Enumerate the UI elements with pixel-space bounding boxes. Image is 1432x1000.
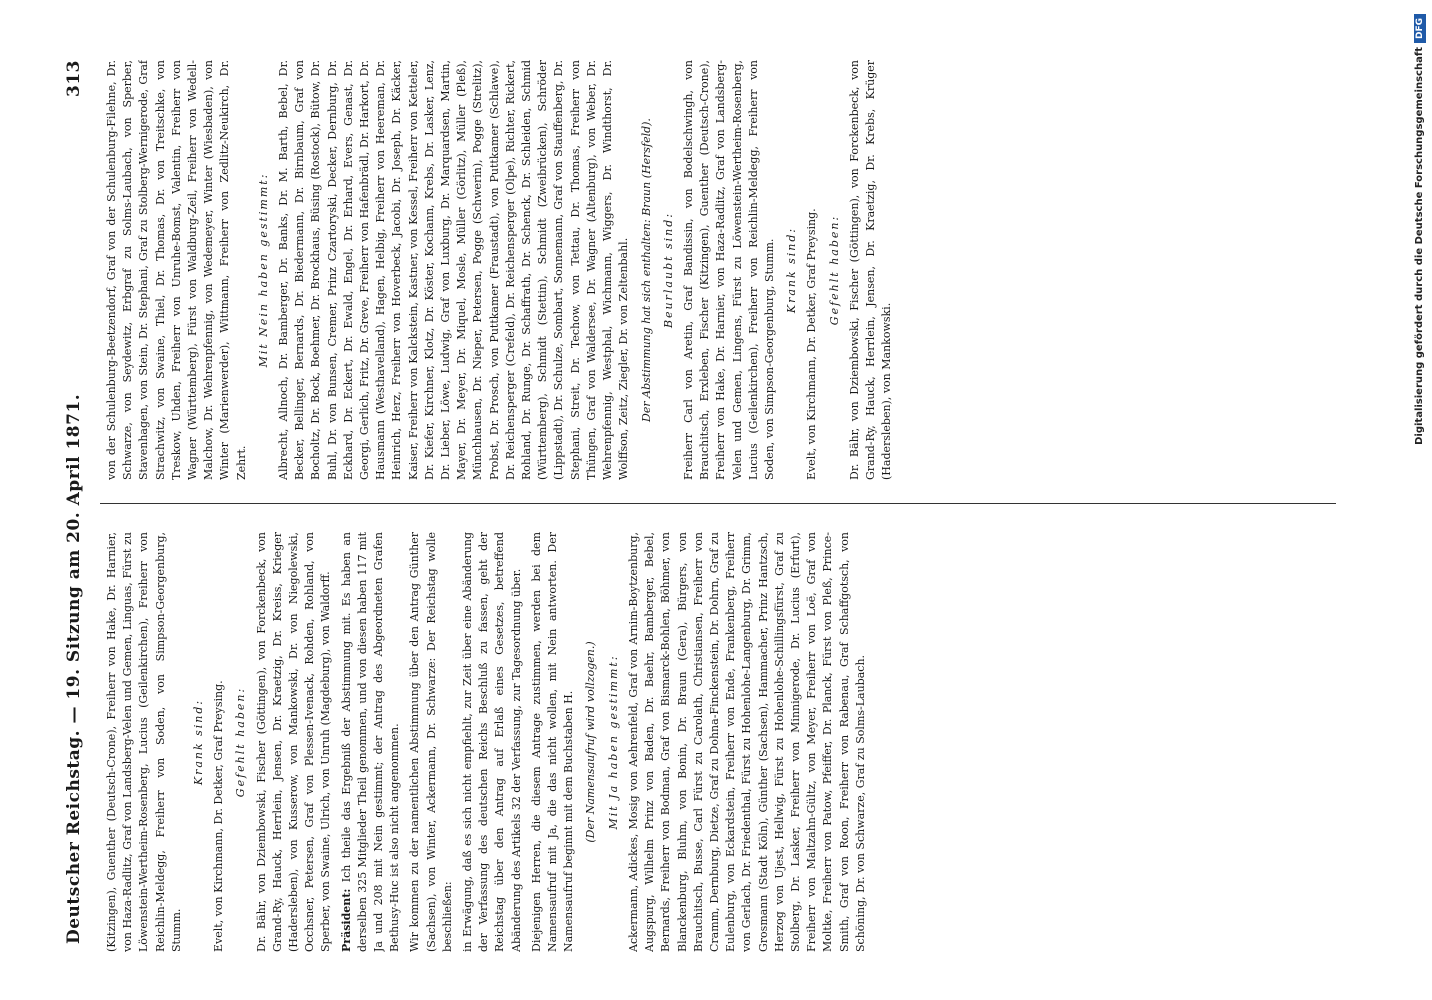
heading-gefehlt: Gefehlt haben: [234, 686, 248, 798]
motion-text: in Erwägung, daß es sich nicht empfiehlt, zur Zeit über eine Abänderung der Verfassung des deutschen Reichs Beschluß zu fassen, geht der Reichstag über den Antrag auf Erlaß eines Gesetzes, betreffend Abänderung des Artikels 32 der Verfassung, zur Tagesordnung über. [461, 532, 523, 952]
left-paragraph-5: Wir kommen zu der namentlichen Abstimmung über den Antrag Günther (Sachsen), von Winter, Ackermann, Dr. Schwarze: Der Reichstag wolle beschließen: [408, 532, 454, 952]
right-paragraph-1: von der Schulenburg-Beetzendorf, Graf von der Schulenburg-Filehne, Dr. Schwarze, von Seydewitz, Erbgraf zu Solms-Laubach, von Sperber, Stavenhagen, von Stein, Dr. Stephani, Graf zu Stolberg-Wernigerode, Graf Strachwitz, von Swaine, Thiel, Dr. Thomas, Dr. von Treitschke, von Treskow, Uhden, Freiherr von Unruhe-Bomst, Valentin, Freiherr von Wagner (Württemberg), Fürst von Waldburg-Zeil, Freiherr von Wedell-Malchow, Dr. Wehrenpfennig, von Wedemeyer, Winter (Wiesbaden), von Winter (Marienwerder), Wittmann, Freiherr von Zedlitz-Neukirch, Dr. Zehrt. [105, 60, 248, 480]
header-title: Deutscher Reichstag. — 19. Sitzung am 20. April 1871. [64, 393, 84, 944]
left-paragraph-2: Evelt, von Kirchmann, Dr. Detker, Graf Preysing. [212, 680, 226, 952]
nein-voters-list: Albrecht, Allnoch, Dr. Bamberger, Dr. Banks, Dr. M. Barth, Bebel, Dr. Becker, Bellinger, Bernards, Dr. Biedermann, Dr. Birnbaum, Graf von Bocholtz, Dr. Bock, Boehmer, Dr. Brockhaus, Büsing (Rostock), Bütow, Dr. Buhl, Dr. von Bunsen, Cremer, Prinz Czartoryski, Decker, Dernburg, Dr. Eckhard, Dr. Eckert, Dr. Ewald, Engel, Dr. Erhard, Evers, Genast, Dr. Georgi, Gerlich, Fritz, Dr. Greve, Freiherr von Hafenbrädl, Dr. Harkort, Dr. Hausmann (Westhavelland), Hagen, Helbig, Freiherr von Heereman, Dr. Heinrich, Herz, Freiherr von Hoverbeck, Jacobi, Dr. Joseph, Dr. Käcker, Kaiser, Freiherr von Kalckstein, Kastner, von Kessel, Freiherr von Ketteler, Dr. Kiefer, Kirchner, Klotz, Dr. Köster, Kochann, Krebs, Dr. Lasker, Lenz, Dr. Lieber, Löwe, Ludwig, Graf von Luxburg, Dr. Marquardsen, Martin, Mayer, Dr. Meyer, Dr. Miquel, Mosle, Müller (Görlitz), Müller (Pleß), Münchhausen, Dr. Nieper, Petersen, Pogge (Schwerin), Pogge (Strelitz), Probst, Dr. Prosch, von Puttkamer (Fraustadt), von Puttkamer (Schlawe), Dr. Reichensperger (Crefeld), Dr. Reichensperger (Olpe), Richter, Rickert, Rohland, Dr. Runge, Dr. Schaffrath, Dr. Schenck, Dr. Schleiden, Schmid (Württemberg), Schmidt (Stettin), Schmidt (Zweibrücken), Schröder (Lippstadt), Dr. Schulze, Sombart, Sonnemann, Graf von Stauffenberg, Dr. Stephani, Streit, Dr. Techow, von Tettau, Dr. Thomas, Freiherr von Thüngen, Graf von Waldersee, Dr. Wagner (Altenburg), von Weber, Dr. Wehrenpfennig, Westphal, Wichmann, Wiggers, Dr. Windthorst, Dr. Wolffson, Zeitz, Ziegler, Dr. von Zeltenbahl. [277, 60, 631, 480]
right-paragraph-5: Evelt, von Kirchmann, Dr. Detker, Graf Preysing. [805, 208, 819, 480]
page-header [58, 60, 92, 944]
right-paragraph-6: Dr. Bähr, von Dziembowski, Fischer (Göttingen), von Forckenbeck, von Grand-Ry, Hauck, Herrlein, Jensen, Dr. Kraetzig, Dr. Krebs, Krüger (Hadersleben), von Mankowski. [847, 60, 894, 480]
left-paragraph-7: Diejenigen Herren, die diesem Antrage zustimmen, werden bei dem Namensaufruf mit Ja, die das nicht wollen, mit Nein antworten. Der Namensaufruf beginnt mit dem Buchstaben H. [529, 532, 576, 952]
page-number: 313 [64, 60, 84, 97]
digitization-credit [1414, 14, 1426, 445]
president-label: Präsident: [339, 888, 353, 952]
dfg-badge: DFG [1414, 14, 1426, 43]
ja-voters-list: Ackermann, Adickes, Mosig von Aehrenfeld, Graf von Arnim-Boytzenburg, Augspurg, Wilhelm Prinz von Baden, Dr. Baehr, Bamberger, Bebel, Bernards, Freiherr von Bodman, Graf von Bismarck-Bohlen, Böhmer, von Blanckenburg, Bluhm, von Bonin, Dr. Braun (Gera), Bürgers, von Brauchitsch, Busse, Carl Fürst zu Carolath, Christiansen, Freiherr von Cramm, Dernburg, Dietze, Graf zu Dohna-Finckenstein, Dr. Dohrn, Graf zu Eulenburg, von Eckardstein, Freiherr von Ende, Frankenberg, Freiherr von Gerlach, Dr. Friedenthal, Fürst zu Hohenlohe-Langenburg, Dr. Grimm, Grosmann (Stadt Köln), Günther (Sachsen), Hammacher, Prinz Hantzsch, Herzog von Ujest, Hellwig, Fürst zu Hohenlohe-Schillingsfürst, Graf zu Stolberg, Dr. Lasker, Freiherr von Minnigerode, Dr. Lucius (Erfurt), Freiherr von Maltzahn-Gültz, von Meyer, Freiherr von Loë, Graf von Moltke, Freiherr von Patow, Pfeiffer, Dr. Planck, Fürst von Pleß, Prince-Smith, Graf von Roon, Freiherr von Rabenau, Graf Schaffgotsch, von Schöning, Dr. von Schwarze, Graf zu Solms-Laubach. [626, 532, 867, 952]
column-divider [100, 503, 1336, 504]
heading-gefehlt-right: Gefehlt haben: [827, 214, 841, 326]
left-paragraph-3: Dr. Bähr, von Dziembowski, Fischer (Göttingen), von Forckenbeck, von Grand-Ry, Hauck, Herrlein, Jensen, Dr. Kraetzig, Dr. Kreiss, Krieger (Hadersleben), von Kusserow, von Mankowski, Dr. von Niegolewski, Occhsner, Petersen, Graf von Plessen-Ivenack, Rohden, Rohland, von Sperber, von Swaine, Ulrich, von Unruh (Magdeburg), von Waldorff. [254, 532, 333, 952]
heading-beurlaubt: Beurlaubt sind: [661, 211, 675, 329]
left-column [104, 532, 1340, 952]
right-paragraph-4: Freiherr Carl von Aretin, Graf Bandissin, von Bodelschwingh, von Brauchitsch, Erxleben, Fischer (Kitzingen), Guenther (Deutsch-Crone), Freiherr von Hake, Dr. Harnier, von Haza-Radlitz, Graf von Landsberg-Velen und Gemen, Lingens, Fürst zu Löwenstein-Wertheim-Rosenberg, Lucius (Geilenkirchen), Freiherr von Reichlin-Meldegg, Freiherr von Soden, von Simpson-Georgenburg, Stumm. [681, 60, 776, 480]
heading-nein: Mit Nein haben gestimmt: [256, 172, 270, 368]
president-text: Ich theile das Ergebniß der Abstimmung mit. Es haben an derselben 325 Mitglieder Theil genommen, und von diesen haben 117 mit Ja und 208 mit Nein gestimmt; der Antrag des Abgeordneten Grafen Bethusy-Huc ist also nicht angenommen. [339, 532, 402, 952]
left-paragraph-1: (Kitzingen), Guenther (Deutsch-Crone), Freiherr von Hake, Dr. Harnier, von Haza-Radlitz, Graf von Landsberg-Velen und Gemen, Linguas, Fürst zu Löwenstein-Wertheim-Rosenberg, Lucius (Geilenkirchen), Freiherr von Reichlin-Meldegg, Freiherr von Soden, von Simpson-Georgenburg, Stumm. [105, 532, 183, 952]
procedure-note: (Der Namensaufruf wird vollzogen.) [584, 641, 598, 843]
heading-krank-right: Krank sind: [785, 226, 799, 314]
heading-krank: Krank sind: [192, 698, 206, 786]
heading-ja: Mit Ja haben gestimmt: [606, 654, 620, 830]
abstention-note: Der Abstimmung hat sich enthalten: Braun (Hersfeld). [639, 118, 653, 422]
right-column [104, 60, 1340, 480]
president-statement [339, 532, 404, 952]
credit-text: Digitalisierung gefördert durch die Deutsche Forschungsgemeinschaft [1414, 47, 1425, 445]
